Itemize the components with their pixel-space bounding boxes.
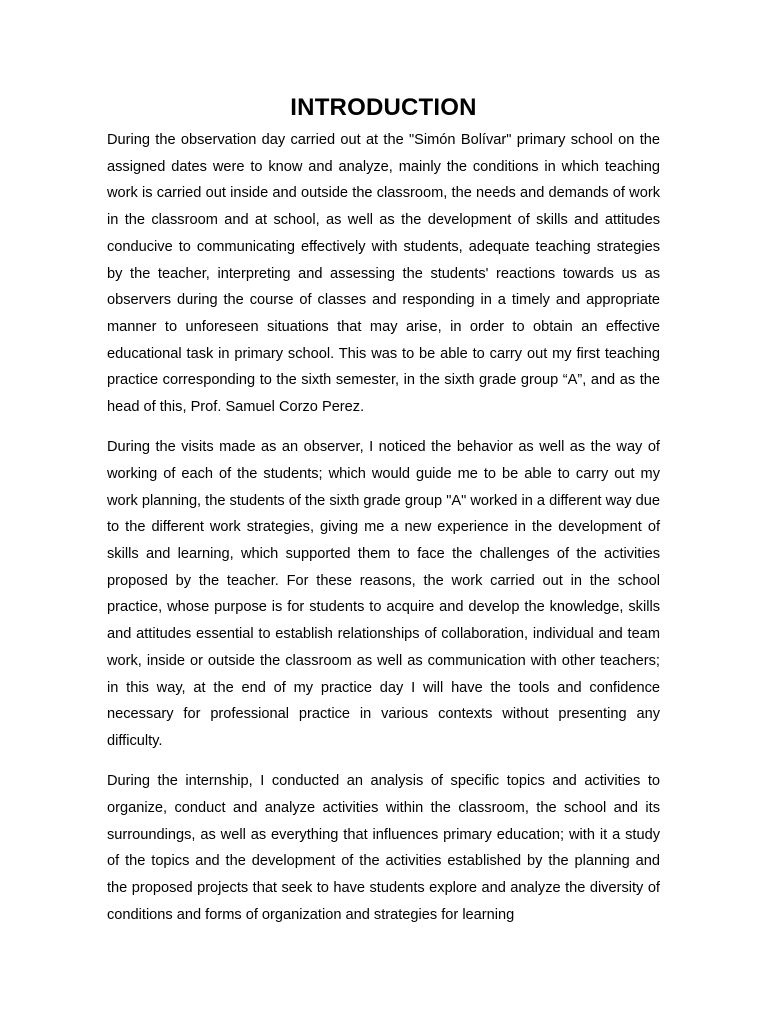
paragraph-2: During the visits made as an observer, I noticed the behavior as well as the way of working of each of the students; which would guide me to be able to carry out my work planning, the students of the sixth grade group "A" worked in a different way due to the different work strategies, giving me a new experience in the development of skills and learning, which supported them to face the challenges of the activities proposed by the teacher. For these reasons, the work carried out in the school practice, whose purpose is for students to acquire and develop the knowledge, skills and attitudes essential to establish relationships of collaboration, individual and team work, inside or outside the classroom as well as communication with other teachers; in this way, at the end of my practice day I will have the tools and confidence necessary for professional practice in various contexts without presenting any difficulty. [107,439,660,749]
document-title: INTRODUCTION [290,94,477,121]
paragraph-3: During the internship, I conducted an analysis of specific topics and activities to organize, conduct and analyze activities within the classroom, the school and its surroundings, as well as everything that influences primary education; with it a study of the topics and the development of the activities established by the planning and the proposed projects that seek to have students explore and analyze the diversity of conditions and forms of organization and strategies for learning [107,773,660,923]
paragraph-1: During the observation day carried out at the "Simón Bolívar" primary school on the assigned dates were to know and analyze, mainly the conditions in which teaching work is carried out inside and outside the classroom, the needs and demands of work in the classroom and at school, as well as the development of skills and attitudes conducive to communicating effectively with students, adequate teaching strategies by the teacher, interpreting and assessing the students' reactions towards us as observers during the course of classes and responding in a timely and appropriate manner to unforeseen situations that may arise, in order to obtain an effective educational task in primary school. This was to be able to carry out my first teaching practice corresponding to the sixth semester, in the sixth grade group “A”, and as the head of this, Prof. Samuel Corzo Perez. [107,132,660,416]
document-page [107,88,660,928]
